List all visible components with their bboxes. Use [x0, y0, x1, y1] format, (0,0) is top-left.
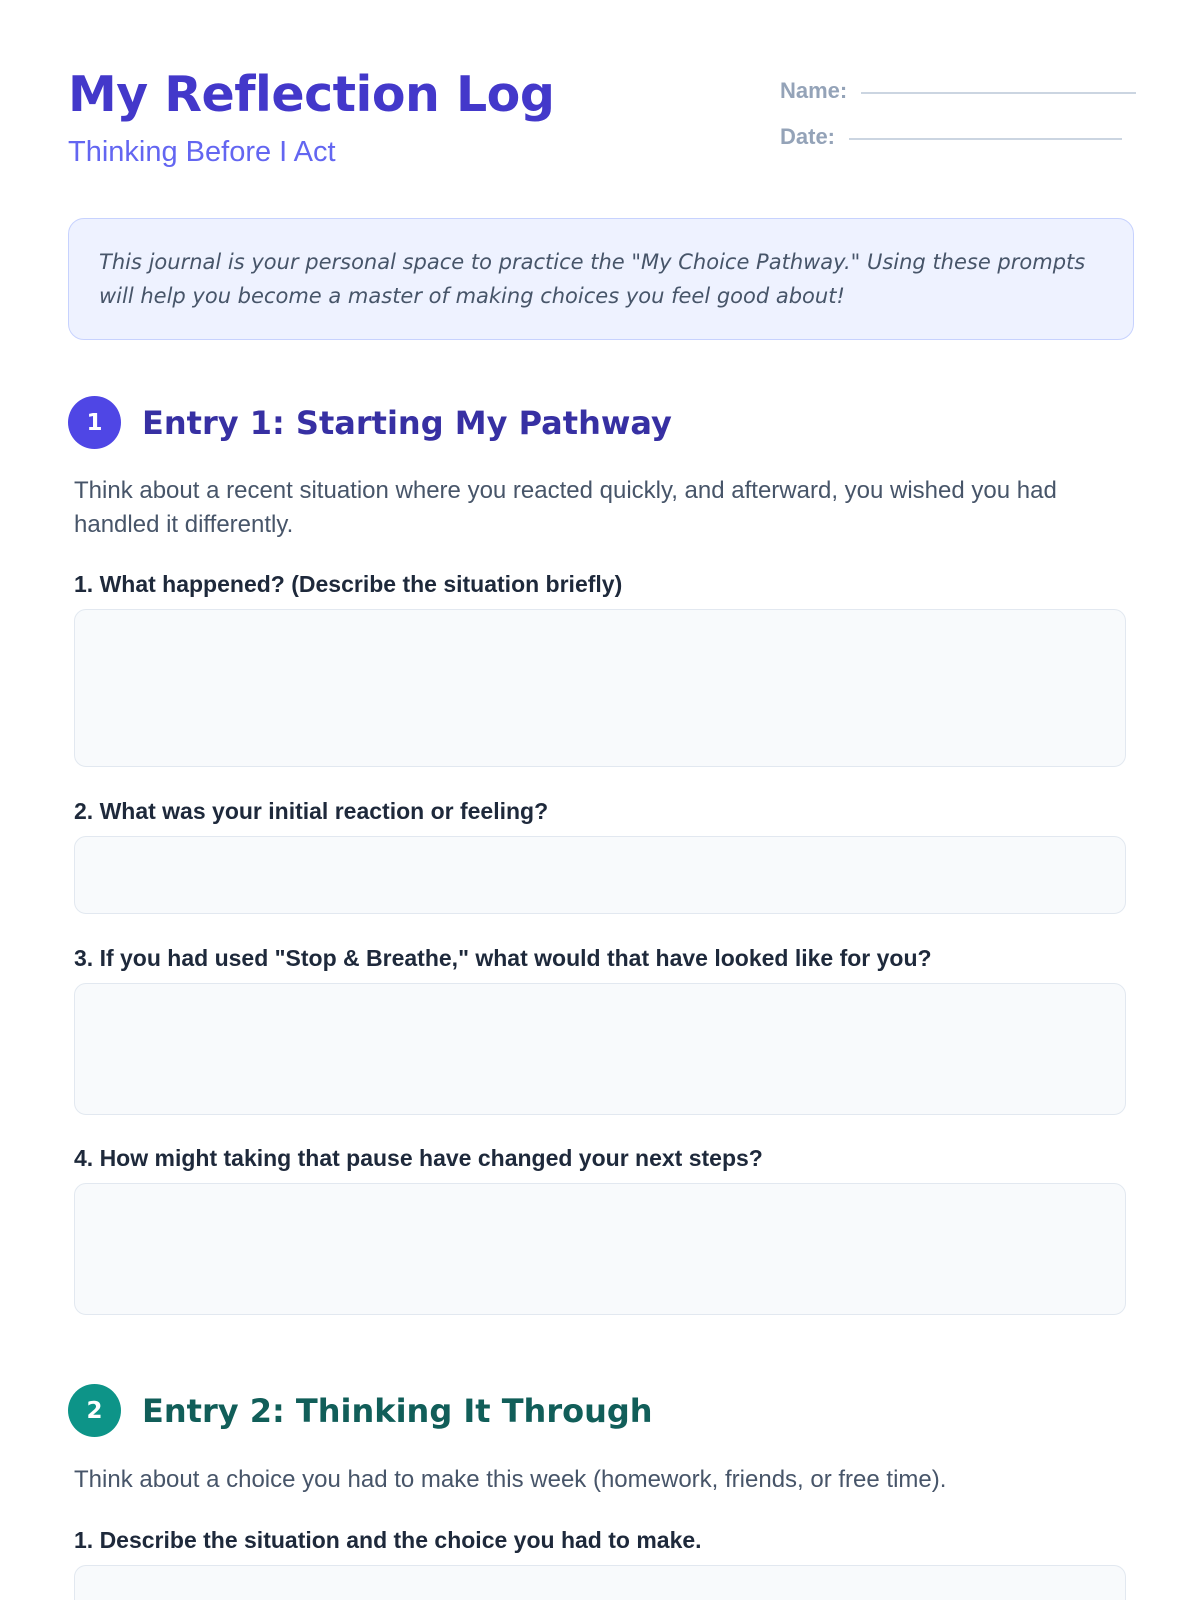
intro-callout: This journal is your personal space to practice the "My Choice Pathway." Using these prompts will help you become a master of making choices you feel good about!	[68, 218, 1134, 340]
journal-page	[68, 0, 1134, 1553]
date-label: Date:	[780, 124, 836, 149]
name-row	[780, 68, 1136, 114]
entry-2-number-badge: 2	[68, 1384, 121, 1437]
page-title: My Reflection Log	[68, 66, 555, 123]
name-label: Name:	[780, 78, 848, 103]
entry-1-answer-2[interactable]	[74, 836, 1126, 914]
entry-2-prompt: Think about a choice you had to make this week (homework, friends, or free time).	[74, 1466, 947, 1493]
entry-1-question-2-label: 2. What was your initial reaction or feeling?	[74, 798, 549, 824]
entry-1-question-1-label: 1. What happened? (Describe the situation briefly)	[74, 571, 623, 597]
entry-1-question-3-label: 3. If you had used "Stop & Breathe," what would that have looked like for you?	[74, 945, 932, 971]
entry-1-number-badge: 1	[68, 396, 121, 449]
entry-1-answer-1[interactable]	[74, 609, 1126, 767]
entry-1-title: Entry 1: Starting My Pathway	[142, 403, 672, 442]
student-info	[780, 68, 1136, 160]
entry-1-answer-4[interactable]	[74, 1183, 1126, 1315]
entry-1-question-4-label: 4. How might taking that pause have changed your next steps?	[74, 1145, 763, 1171]
page-header	[68, 0, 1134, 210]
entry-2-question-1-label: 1. Describe the situation and the choice you had to make.	[74, 1527, 702, 1553]
page-subtitle: Thinking Before I Act	[68, 136, 336, 168]
date-line[interactable]	[849, 138, 1122, 140]
entry-2-answer-1[interactable]	[74, 1565, 1126, 1600]
entry-1-answer-3[interactable]	[74, 983, 1126, 1115]
entry-2-header	[68, 1384, 653, 1437]
date-row	[780, 114, 1136, 160]
entry-1-header	[68, 396, 672, 449]
name-line[interactable]	[861, 92, 1136, 94]
entry-2-title: Entry 2: Thinking It Through	[142, 1391, 653, 1430]
entry-1-prompt: Think about a recent situation where you reacted quickly, and afterward, you wished you had handled it differently.	[74, 477, 1057, 538]
